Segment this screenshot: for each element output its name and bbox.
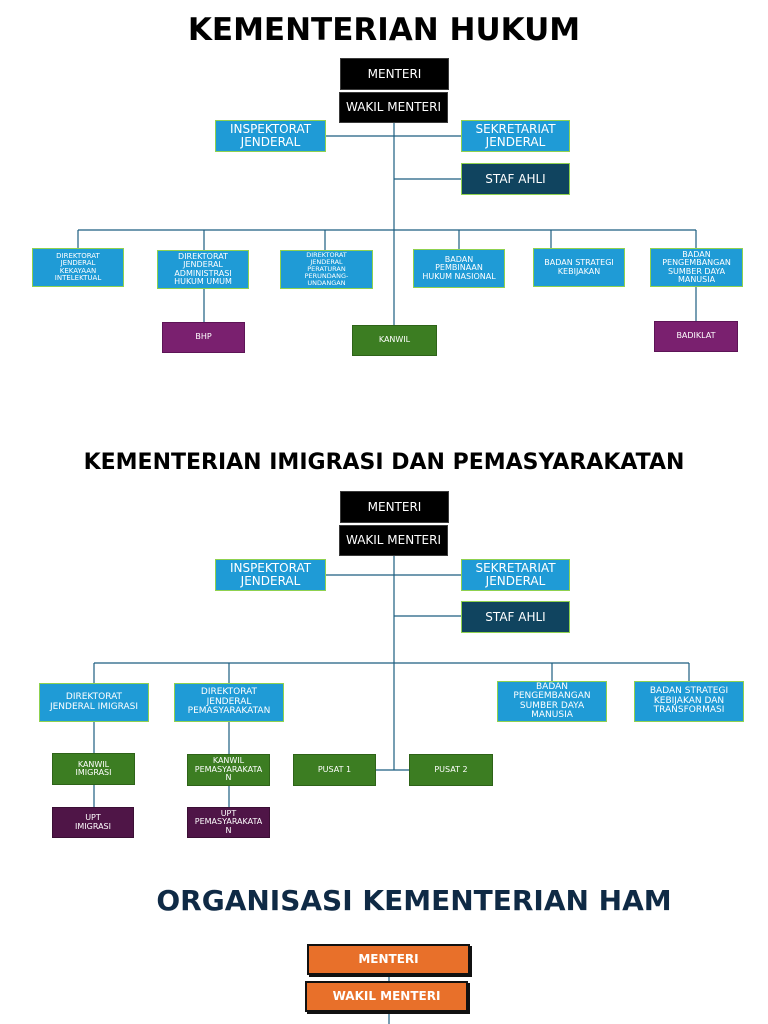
unit-box-bphn (413, 249, 505, 288)
inspektorat-jenderal-box-2 (215, 559, 326, 591)
upt-imigrasi-box (52, 807, 134, 838)
upt-pemasyarakatan-label: UPT PEMASYARAKATA N (194, 808, 263, 835)
upt-pemasyarakatan-box (187, 807, 270, 838)
wakil-menteri-label: WAKIL MENTERI (345, 100, 442, 115)
kanwil-imigrasi-label: KANWIL IMIGRASI (75, 759, 112, 777)
unit-box-bpsdm (650, 248, 743, 287)
menteri-box-2 (340, 491, 449, 523)
unit-box-bsk (533, 248, 625, 287)
pusat-2-label: PUSAT 2 (434, 764, 468, 774)
unit-box-imigrasi (39, 683, 149, 722)
unit-label: DIREKTORAT JENDERAL KEKAYAAN INTELEKTUAL (54, 251, 102, 282)
staf-ahli-label: STAF AHLI (485, 609, 546, 624)
title-kementerian-imigrasi: KEMENTERIAN IMIGRASI DAN PEMASYARAKATAN (83, 450, 685, 475)
title-kementerian-hukum: KEMENTERIAN HUKUM (187, 12, 581, 48)
unit-label: BADAN PENGEMBANGAN SUMBER DAYA MANUSIA (513, 681, 591, 720)
kanwil-pemasyarakatan-box (187, 754, 270, 786)
unit-label: BADAN STRATEGI KEBIJAKAN DAN TRANSFORMASI (649, 686, 729, 716)
badiklat-box (654, 321, 738, 352)
bhp-box (162, 322, 245, 353)
badiklat-label: BADIKLAT (676, 331, 716, 341)
unit-box-pp (280, 250, 373, 289)
pusat-1-box (293, 754, 376, 786)
title-kementerian-ham: ORGANISASI KEMENTERIAN HAM (156, 884, 672, 917)
unit-label: BADAN PENGEMBANGAN SUMBER DAYA MANUSIA (662, 249, 731, 284)
inspektorat-label: INSPEKTORAT JENDERAL (229, 122, 312, 149)
kanwil-imigrasi-box (52, 753, 135, 785)
upt-imigrasi-label: UPT IMIGRASI (75, 813, 111, 831)
sekretariat-jenderal-box-2 (461, 559, 570, 591)
sekretariat-label: SEKRETARIAT JENDERAL (475, 561, 556, 588)
kanwil-box (352, 325, 437, 356)
bhp-label: BHP (195, 332, 212, 342)
menteri-label: MENTERI (367, 66, 422, 81)
wakil-menteri-box-ham (305, 981, 468, 1012)
unit-label: DIREKTORAT JENDERAL PEMASYARAKATAN (187, 687, 271, 717)
menteri-label: MENTERI (367, 499, 422, 514)
sekretariat-label: SEKRETARIAT JENDERAL (475, 122, 556, 149)
sekretariat-jenderal-box (461, 120, 570, 152)
wakil-menteri-label: WAKIL MENTERI (332, 989, 441, 1004)
unit-label: DIREKTORAT JENDERAL PERATURAN PERUNDANG- UNDANGAN (304, 251, 349, 287)
kanwil-label: KANWIL (378, 335, 411, 345)
inspektorat-label: INSPEKTORAT JENDERAL (229, 561, 312, 588)
wakil-menteri-box (339, 92, 448, 123)
menteri-box-ham (307, 944, 470, 975)
unit-box-bpsdm-2 (497, 681, 607, 722)
staf-ahli-box-2 (461, 601, 570, 633)
wakil-menteri-label: WAKIL MENTERI (345, 533, 442, 548)
unit-box-ki (32, 248, 124, 287)
unit-label: BADAN STRATEGI KEBIJAKAN (544, 258, 614, 276)
menteri-label: MENTERI (358, 952, 419, 967)
pusat-1-label: PUSAT 1 (317, 764, 352, 774)
pusat-2-box (409, 754, 493, 786)
kanwil-pemasyarakatan-label: KANWIL PEMASYARAKATA N (194, 756, 263, 783)
wakil-menteri-box-2 (339, 525, 448, 556)
unit-box-pemasyarakatan (174, 683, 284, 722)
menteri-box (340, 58, 449, 90)
staf-ahli-box (461, 163, 570, 195)
unit-box-ahu (157, 250, 249, 289)
unit-label: BADAN PEMBINAAN HUKUM NASIONAL (422, 254, 496, 281)
staf-ahli-label: STAF AHLI (485, 171, 546, 186)
unit-label: DIREKTORAT JENDERAL ADMINISTRASI HUKUM UMUM (174, 251, 232, 286)
unit-box-bsk-2 (634, 681, 744, 722)
inspektorat-jenderal-box (215, 120, 326, 152)
unit-label: DIREKTORAT JENDERAL IMIGRASI (49, 692, 139, 712)
